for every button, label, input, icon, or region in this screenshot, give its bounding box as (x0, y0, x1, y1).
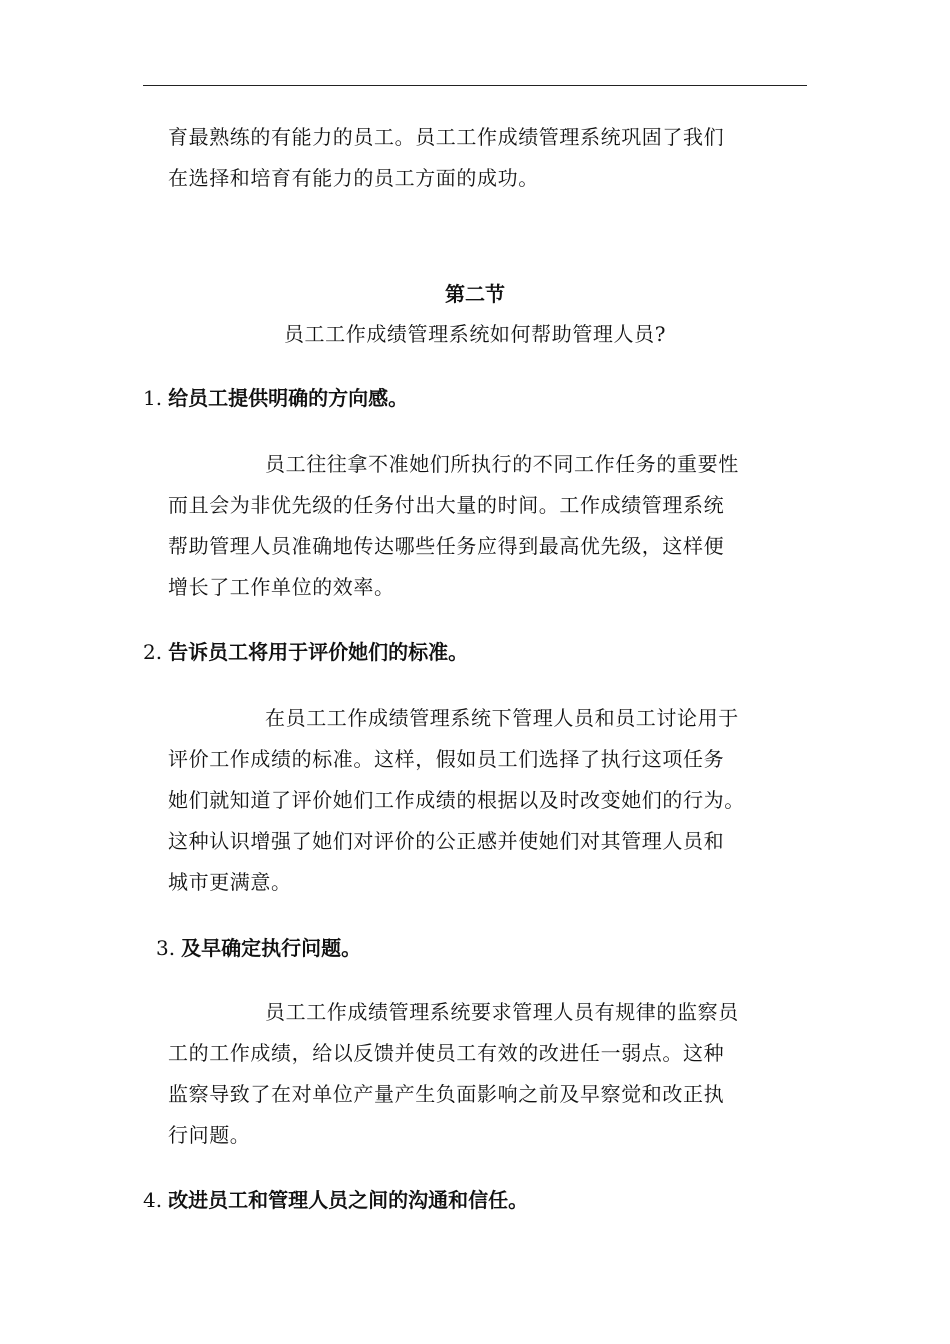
item-2-line-5: 城市更满意。 (168, 870, 292, 894)
item-3-line-3: 监察导致了在对单位产量产生负面影响之前及早察觉和改正执 (168, 1082, 725, 1106)
item-2-line-3: 她们就知道了评价她们工作成绩的根据以及时改变她们的行为。 (168, 788, 745, 812)
item-1-line-2: 而且会为非优先级的任务付出大量的时间。工作成绩管理系统 (168, 493, 725, 517)
section-number: 第二节 (445, 282, 505, 306)
item-1-line-3: 帮助管理人员准确地传达哪些任务应得到最高优先级，这样便 (168, 534, 725, 558)
intro-line-1: 育最熟练的有能力的员工。员工工作成绩管理系统巩固了我们 (168, 125, 725, 149)
item-3-heading (156, 934, 361, 962)
item-3-title: 及早确定执行问题。 (181, 936, 362, 960)
item-3-line-2: 工的工作成绩，给以反馈并使员工有效的改进任一弱点。这种 (168, 1041, 725, 1065)
item-2-heading (143, 638, 468, 666)
item-2-line-4: 这种认识增强了她们对评价的公正感并使她们对其管理人员和 (168, 829, 725, 853)
item-2-line-2: 评价工作成绩的标准。这样，假如员工们选择了执行这项任务 (168, 747, 725, 771)
item-2-title: 告诉员工将用于评价她们的标准。 (168, 640, 469, 664)
item-2-number: 2. (143, 640, 163, 664)
section-title: 员工工作成绩管理系统如何帮助管理人员? (283, 322, 667, 346)
item-2-line-1: 在员工工作成绩管理系统下管理人员和员工讨论用于 (265, 706, 739, 730)
item-4-number: 4. (143, 1188, 163, 1212)
item-1-line-1: 员工往往拿不准她们所执行的不同工作任务的重要性 (265, 452, 739, 476)
header-rule (143, 85, 807, 86)
item-4-title: 改进员工和管理人员之间的沟通和信任。 (168, 1188, 529, 1212)
item-1-line-4: 增长了工作单位的效率。 (168, 575, 395, 599)
item-1-heading (143, 384, 408, 412)
item-3-line-1: 员工工作成绩管理系统要求管理人员有规律的监察员 (265, 1000, 739, 1024)
item-1-number: 1. (143, 386, 163, 410)
intro-line-2: 在选择和培育有能力的员工方面的成功。 (168, 166, 539, 190)
item-3-number: 3. (156, 936, 176, 960)
item-4-heading (143, 1186, 528, 1214)
item-1-title: 给员工提供明确的方向感。 (168, 386, 409, 410)
item-3-line-4: 行问题。 (168, 1123, 251, 1147)
